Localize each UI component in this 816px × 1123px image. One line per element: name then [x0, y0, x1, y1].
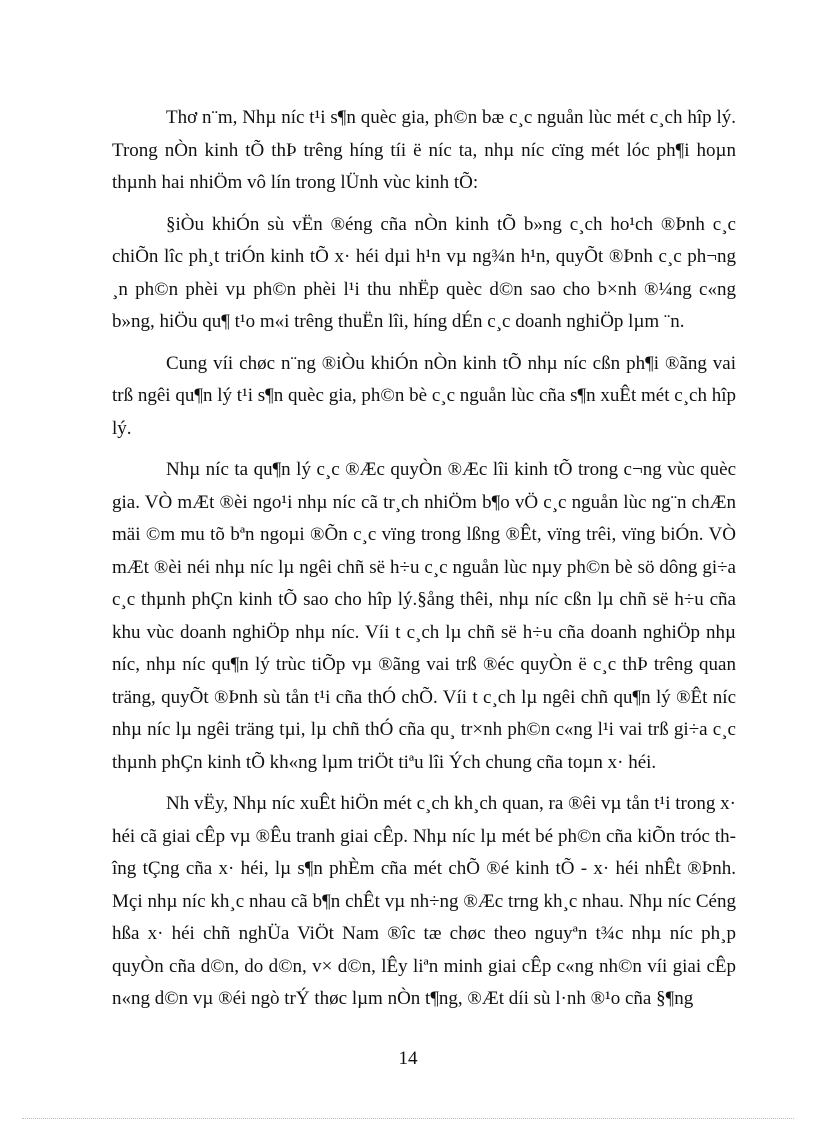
body-text [112, 102, 736, 1025]
paragraph-5: Nh vËy, Nhµ níc xuÊt hiÖn mét c¸ch kh¸ch quan, ra ®êi vµ tån t¹i trong x· héi cã giai cÊp vµ ®Êu tranh giai cÊp. Nhµ níc lµ mét bé ph©n cña kiÕn tróc thîng tÇng cña x· héi, lµ s¶n phÈm cña mét chÕ ®é kinh tÕ - x· héi nhÊt ®Þnh. Mçi nhµ níc kh¸c nhau cã b¶n chÊt vµ nh÷ng ®Æc trng kh¸c nhau. Nhµ níc Céng hßa x· héi chñ nghÜa ViÖt Nam ®îc tæ chøc theo nguyªn t¾c nhµ níc ph¸p quyÒn cña d©n, do d©n, v× d©n, lÊy liªn minh giai cÊp c«ng nh©n víi giai cÊp n«ng d©n vµ ®éi ngò trÝ thøc lµm nÒn t¶ng, ®Æt díi sù l·nh ®¹o cña §¶ng [112, 793, 736, 1009]
paragraph-2: §iÒu khiÓn sù vËn ®éng cña nÒn kinh tÕ b»ng c¸ch ho¹ch ®Þnh c¸c chiÕn lîc ph¸t triÓn kinh tÕ x· héi dµi h¹n vµ ng¾n h¹n, quyÕt ®Þnh c¸c ph¬ng ¸n ph©n phèi vµ ph©n phèi l¹i thu nhËp quèc d©n sao cho b×nh ®¼ng c«ng b»ng, hiÖu qu¶ t¹o m«i trêng thuËn lîi, híng dÉn c¸c doanh nghiÖp lµm ¨n. [112, 213, 736, 332]
paragraph-4: Nhµ níc ta qu¶n lý c¸c ®Æc quyÒn ®Æc lîi kinh tÕ trong c¬ng vùc quèc gia. VÒ mÆt ®èi ngo¹i nhµ níc cã tr¸ch nhiÖm b¶o vÖ c¸c nguån lùc ng¨n chÆn mäi ©m mu tõ bªn ngoµi ®Õn c¸c vïng trong lßng ®Êt, vïng trêi, vïng biÓn. VÒ mÆt ®èi néi nhµ níc lµ ngêi chñ së h÷u c¸c nguån lùc nµy ph©n bè sö dông gi÷a c¸c thµnh phÇn kinh tÕ sao cho hîp lý.§ång thêi, nhµ níc cßn lµ chñ së h÷u cña khu vùc doanh nghiÖp nhµ níc. Víi t c¸ch lµ chñ së h÷u cña doanh nghiÖp nhµ níc, nhµ níc qu¶n lý trùc tiÕp vµ ®ãng vai trß ®éc quyÒn ë c¸c thÞ trêng quan träng, quyÕt ®Þnh sù tån t¹i cña thÓ chÕ. Víi t c¸ch lµ ngêi chñ qu¶n lý ®Êt níc nhµ níc lµ ngêi träng tµi, lµ chñ thÓ cña qu¸ tr×nh ph©n c«ng l¹i vai trß gi÷a c¸c thµnh phÇn kinh tÕ kh«ng lµm triÖt tiªu lîi Ých chung cña toµn x· héi. [112, 459, 736, 773]
page-bottom-divider [22, 1118, 794, 1119]
paragraph-3: Cung víi chøc n¨ng ®iÒu khiÓn nÒn kinh tÕ nhµ níc cßn ph¶i ®ãng vai trß ngêi qu¶n lý t¹i s¶n quèc gia, ph©n bè c¸c nguån lùc cña s¶n xuÊt mét c¸ch hîp lý. [112, 352, 736, 439]
page-number: 14 [398, 1048, 418, 1069]
paragraph-1: Thơ n¨m, Nhµ níc t¹i s¶n quèc gia, ph©n bæ c¸c nguån lùc mét c¸ch hîp lý. Trong nÒn kinh tÕ thÞ trêng híng tíi ë níc ta, nhµ níc cïng mét lóc ph¶i hoµn thµnh hai nhiÖm vô lín trong lÜnh vùc kinh tÕ: [112, 107, 736, 193]
